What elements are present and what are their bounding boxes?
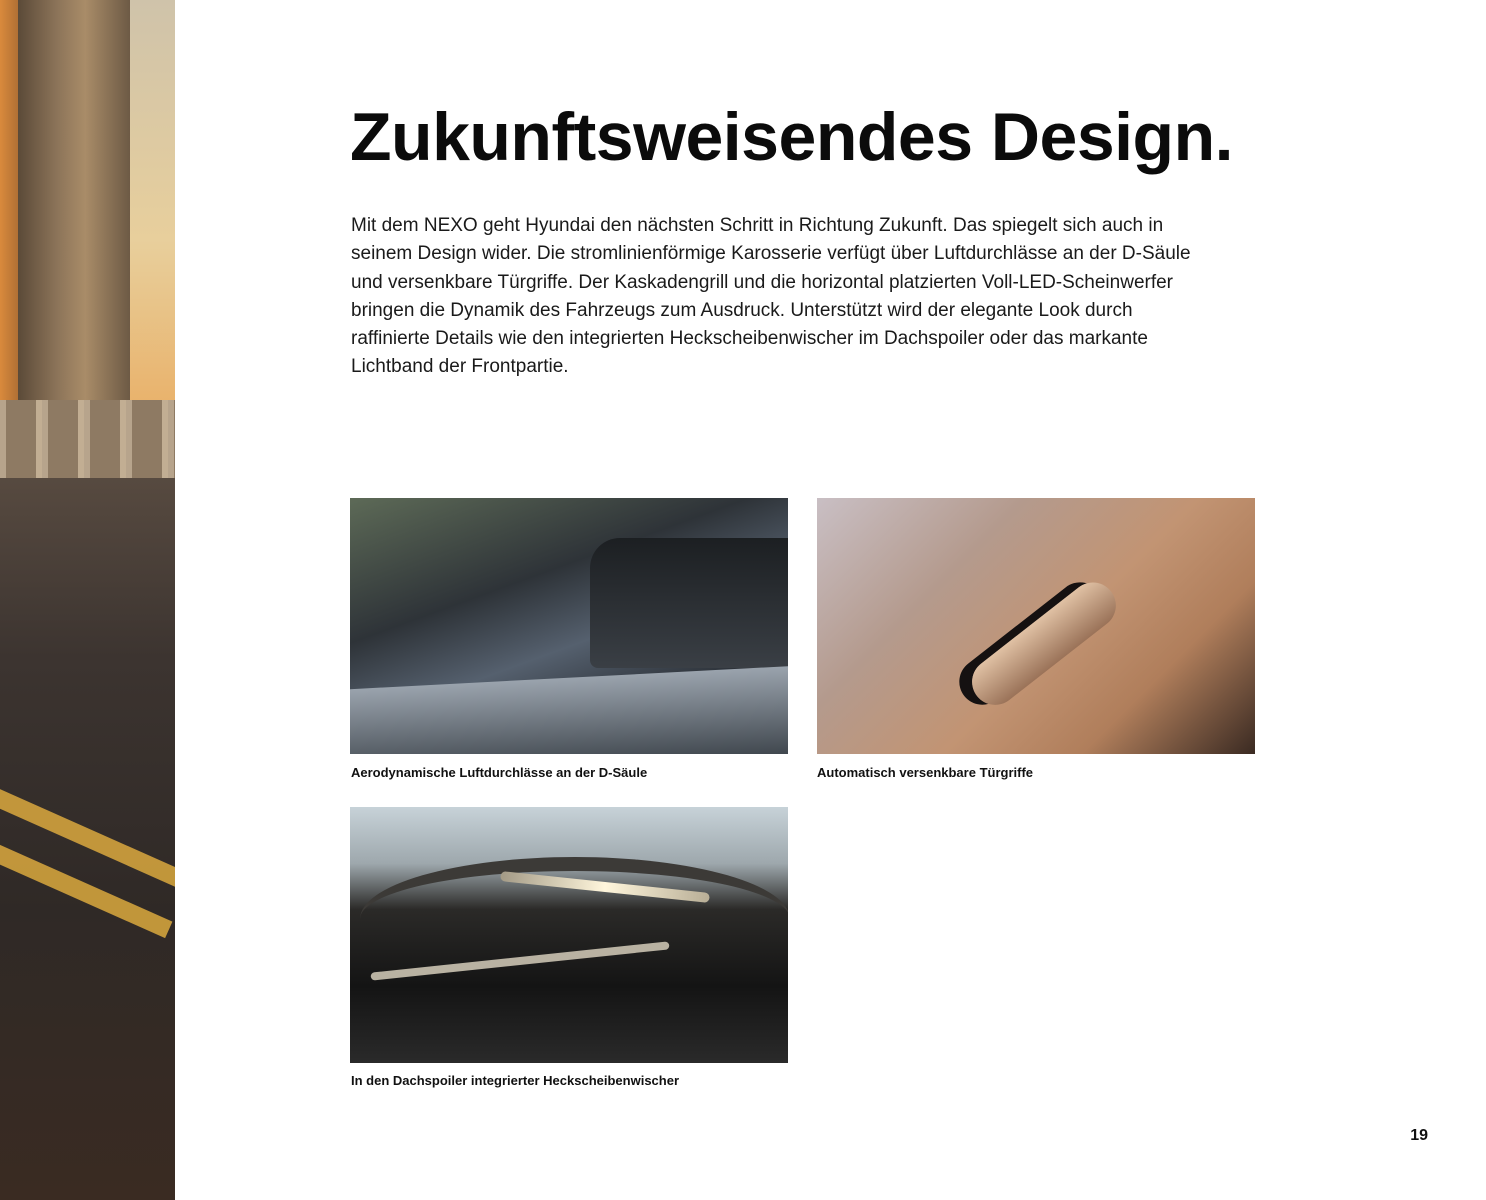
side-photo-road [0,0,175,1200]
photo-spoiler-shape [360,857,788,981]
photo-rear-glass [590,538,788,668]
photo-handle-shape [963,573,1125,714]
photo-d-pillar-vents [350,498,788,754]
page-number: 19 [1410,1127,1428,1144]
photo-door-handle [817,498,1255,754]
photo-roofline [350,666,788,754]
page-title: Zukunftsweisendes Design. [350,99,1234,175]
figure-caption: Automatisch versenkbare Türgriffe [817,765,1034,780]
side-photo-railing [0,400,175,480]
photo-roof-spoiler-wiper [350,807,788,1063]
body-text: Mit dem NEXO geht Hyundai den nächsten Schritt in Richtung Zukunft. Das spiegelt sich auch in seinem Design wider. Die stromlinienförmige Karosserie verfügt über Luftdurchlässe an der D-Säule und versenkbare Türgriffe. Der Kaskadengrill und die horizontal platzierten Voll-LED-Scheinwerfer bringen die Dynamik des Fahrzeugs zum Ausdruck. Unterstützt wird der elegante Look durch raffinierte Details wie den integrierten Heckscheibenwischer im Dachspoiler oder das markante Lichtband der Frontpartie. [351,215,1191,378]
figure-caption: In den Dachspoiler integrierter Heckscheibenwischer [351,1073,680,1088]
side-photo-pillar [18,0,130,410]
figure-caption: Aerodynamische Luftdurchlässe an der D-Säule [351,765,648,780]
side-photo-sky [128,0,175,400]
